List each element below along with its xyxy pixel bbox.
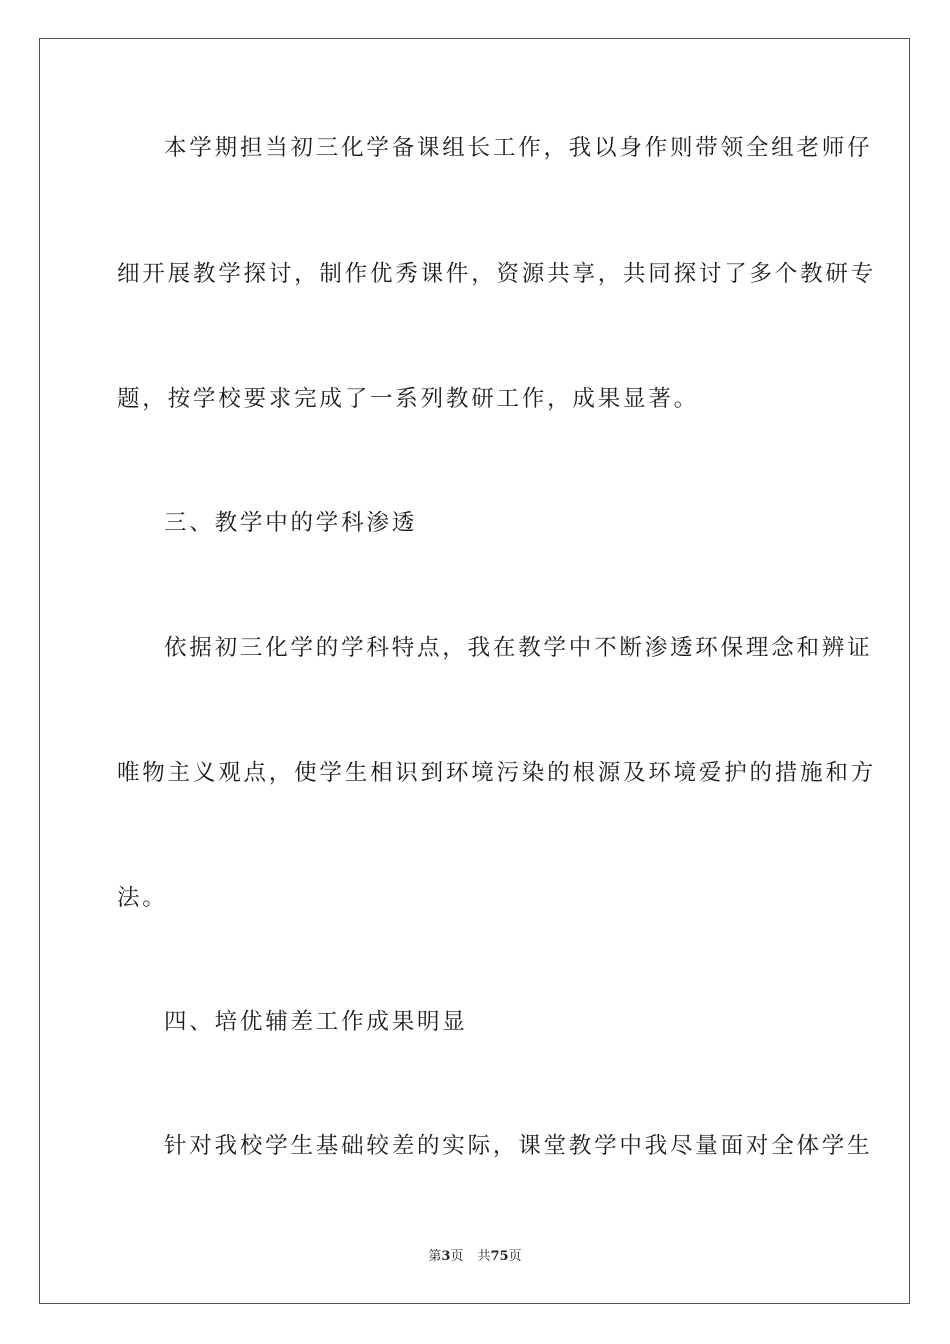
section-heading-4: 四、培优辅差工作成果明显	[164, 1009, 468, 1035]
paragraph-2-line-3: 法。	[117, 885, 168, 911]
page-suffix: 页	[450, 1249, 464, 1264]
paragraph-1-line-2: 细开展教学探讨，制作优秀课件，资源共享，共同探讨了多个教研专	[117, 261, 877, 287]
page-footer	[0, 1248, 950, 1266]
section-heading-3: 三、教学中的学科渗透	[164, 510, 418, 536]
total-prefix: 共	[477, 1249, 491, 1264]
paragraph-2-line-2: 唯物主义观点，使学生相识到环境污染的根源及环境爱护的措施和方	[117, 760, 877, 786]
page-border	[39, 38, 910, 1304]
paragraph-1-line-1: 本学期担当初三化学备课组长工作，我以身作则带领全组老师仔	[164, 135, 873, 161]
page-number: 3	[441, 1249, 451, 1264]
page-prefix: 第	[428, 1249, 442, 1264]
total-suffix: 页	[508, 1249, 522, 1264]
paragraph-3-line-1: 针对我校学生基础较差的实际，课堂教学中我尽量面对全体学生	[164, 1133, 873, 1159]
total-pages: 75	[490, 1249, 509, 1264]
paragraph-1-line-3: 题，按学校要求完成了一系列教研工作，成果显著。	[117, 386, 699, 412]
paragraph-2-line-1: 依据初三化学的学科特点，我在教学中不断渗透环保理念和辨证	[164, 635, 873, 661]
